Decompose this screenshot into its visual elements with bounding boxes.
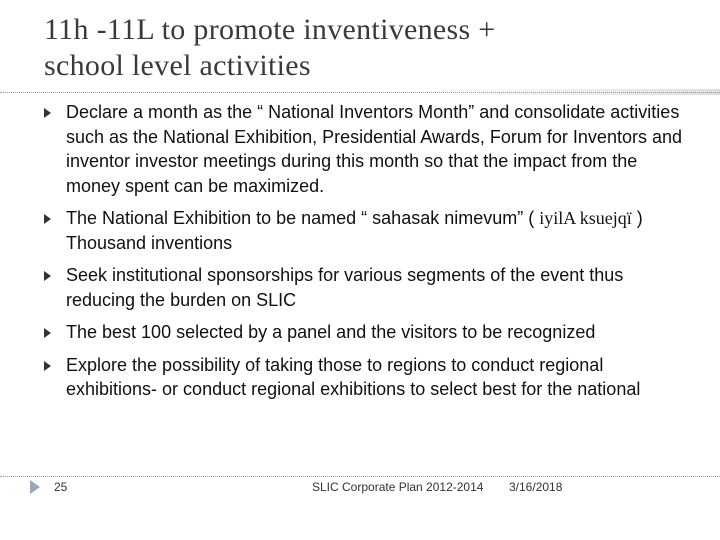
- bullet-item: [42, 263, 692, 312]
- bullet-item: [42, 320, 692, 345]
- slide-title: [44, 12, 684, 84]
- bullet-text: The National Exhibition to be named “ sahasak nimevum” (: [66, 208, 540, 228]
- page-number: 25: [54, 480, 68, 494]
- bullet-text: Explore the possibility of taking those to regions to conduct regional exhibitions- or conduct regional exhibitions to select best for the national: [66, 354, 641, 399]
- title-divider: [0, 92, 720, 93]
- title-line-2: school level activities: [44, 49, 311, 82]
- title-line-1: 11h -11L to promote inventiveness +: [44, 13, 496, 46]
- footer-divider: [0, 476, 720, 477]
- bullet-arrow-icon: [44, 271, 51, 281]
- sinhala-name-text: iyilA ksuejqï: [539, 208, 632, 228]
- bullet-text: Declare a month as the “ National Inventors Month” and consolidate activities such as the National Exhibition, Presidential Awards, Forum for Inventors and inventor investor meetings during this month so that the impact from the money spent can be maximized.: [66, 102, 682, 196]
- bullet-arrow-icon: [44, 214, 51, 224]
- bullet-list: [42, 100, 692, 410]
- bullet-item: [42, 353, 692, 402]
- bullet-item: [42, 100, 692, 198]
- bullet-text: The best 100 selected by a panel and the visitors to be recognized: [66, 322, 596, 342]
- footer-plan-text: SLIC Corporate Plan 2012-2014: [312, 480, 484, 494]
- bullet-item: [42, 206, 692, 255]
- page-marker-icon: [30, 480, 40, 494]
- bullet-arrow-icon: [44, 361, 51, 371]
- bullet-arrow-icon: [44, 108, 51, 118]
- bullet-arrow-icon: [44, 328, 51, 338]
- footer-date: 3/16/2018: [509, 480, 563, 494]
- bullet-text-tail: ) Thousand inventions: [66, 208, 643, 253]
- bullet-text: Seek institutional sponsorships for various segments of the event thus reducing the burden on SLIC: [66, 265, 624, 310]
